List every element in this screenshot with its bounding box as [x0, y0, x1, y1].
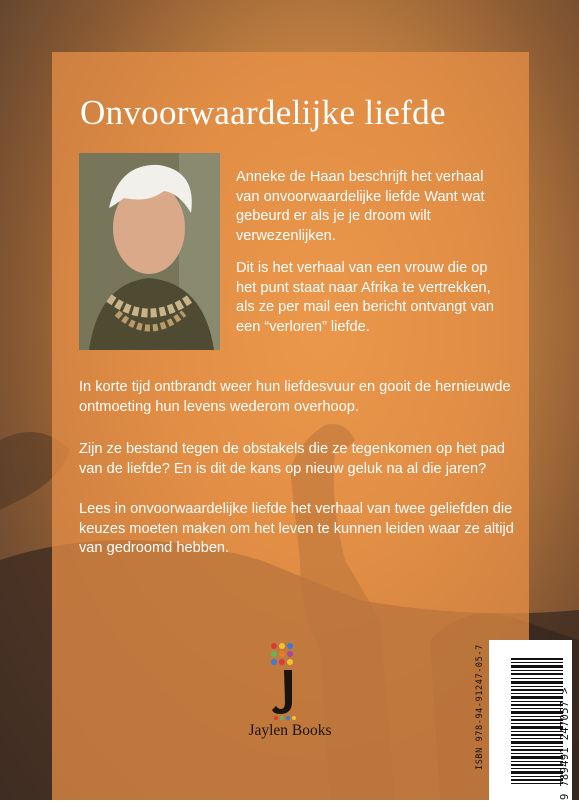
author-photo: [79, 153, 220, 350]
paragraph-love: In korte tijd ontbrandt weer hun liefdesvuur en gooit de hernieuwde ontmoeting hun levens wederom overhoop.: [79, 379, 511, 415]
isbn-label: ISBN 978-94-91247-05-7: [475, 644, 485, 770]
barcode-digits: 9 789491 247057 >: [559, 687, 571, 800]
book-title: Onvoorwaardelijke liefde: [80, 93, 446, 132]
paragraph-intro: Anneke de Haan beschrijft het verhaal van onvoorwaardelijke liefde Want wat gebeurd er als je je droom wilt verwezenlijken.: [236, 169, 485, 244]
paragraph-question: Zijn ze bestand tegen de obstakels die ze tegenkomen op het pad van de liefde? En is dit de kans op nieuw geluk na al die jaren?: [79, 441, 505, 477]
publisher-name: Jaylen Books: [248, 722, 332, 739]
paragraph-closing: Lees in onvoorwaardelijke liefde het verhaal van twee geliefden die keuzes moeten maken om het leven te kunnen leiden waar ze altijd van gedroomd hebben.: [79, 501, 514, 556]
paragraph-story: Dit is het verhaal van een vrouw die op het punt staat naar Afrika te vertrekken, als ze per mail een bericht ontvangt van een “verloren” liefde.: [236, 260, 494, 335]
publisher-logo-icon: [262, 640, 310, 720]
